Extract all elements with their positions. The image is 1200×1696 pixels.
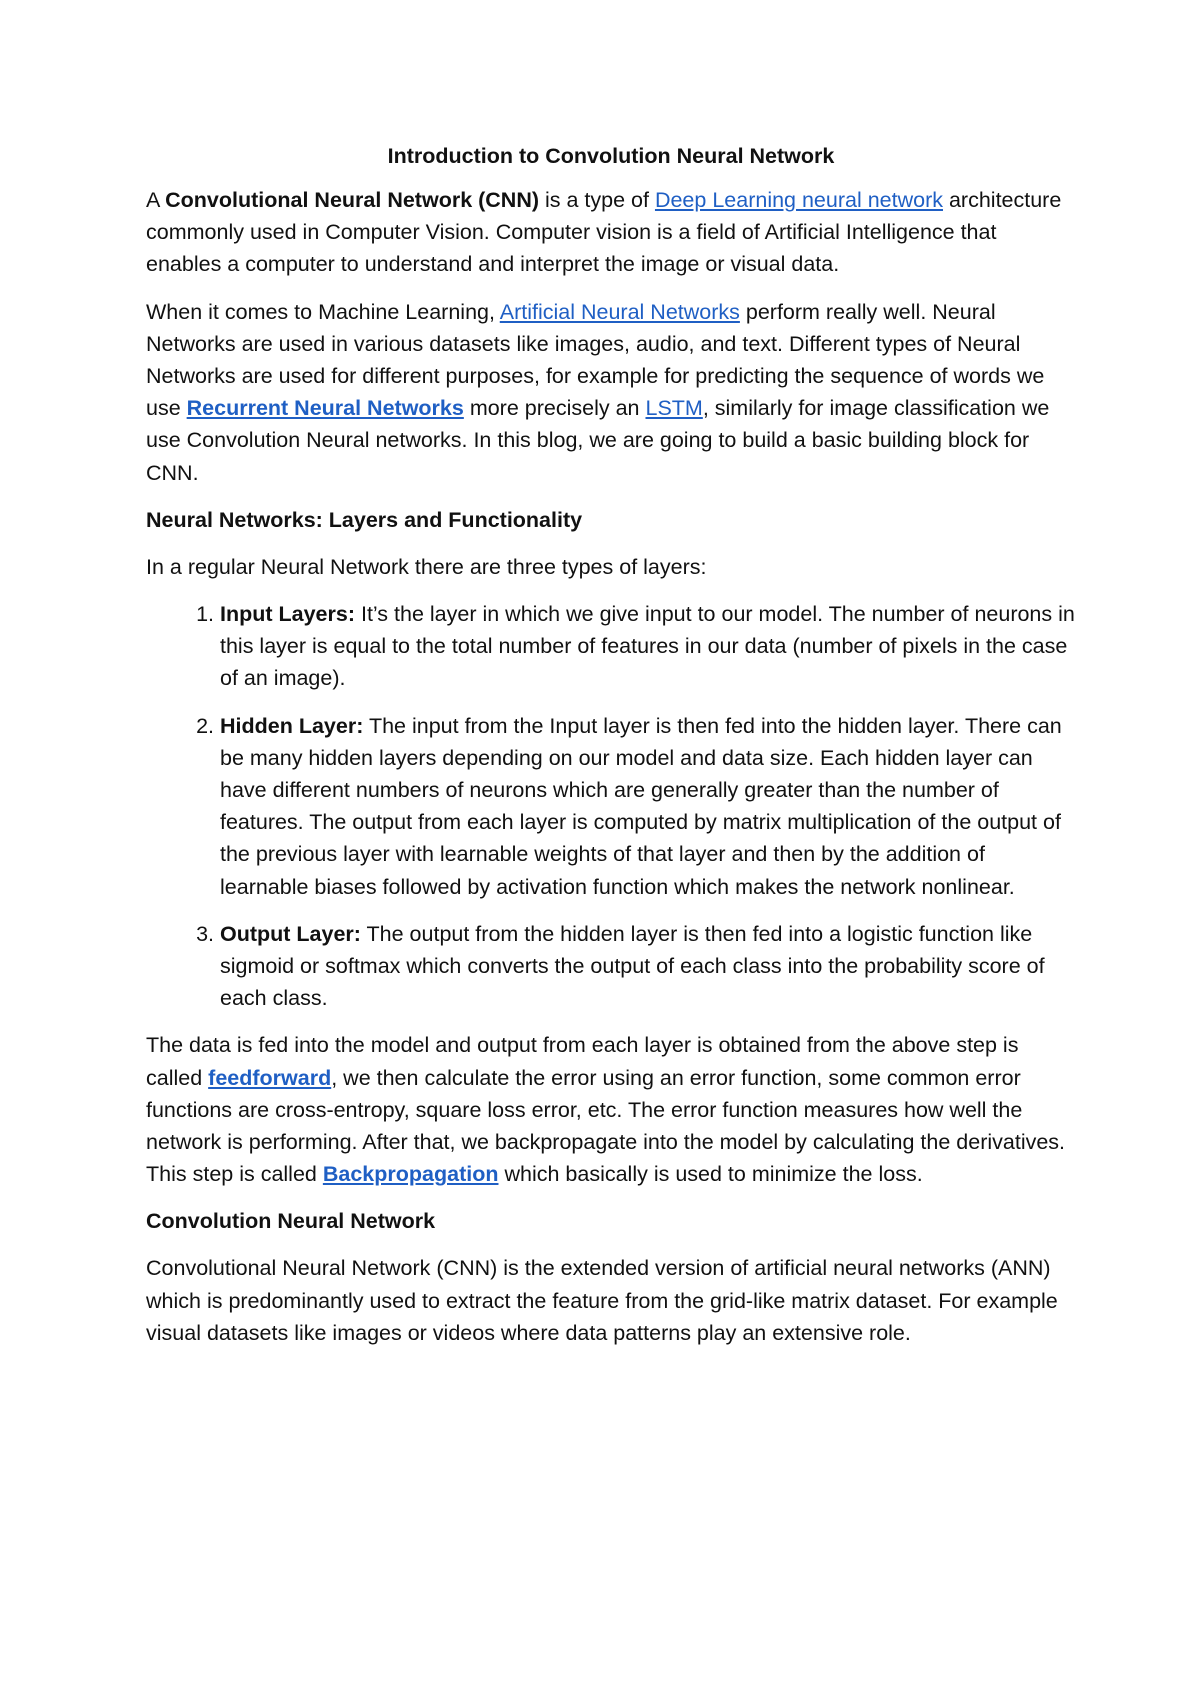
intro-text-3: architecture commonly used in Computer Vision. Computer vision is a field of Artificial Intelligence that enables a computer to understand and interpret the image or visual data. [146, 188, 1062, 277]
ml-text-1: When it comes to Machine Learning, [146, 299, 500, 324]
intro-text-1: A [146, 188, 166, 212]
lstm-link[interactable]: LSTM [645, 396, 703, 421]
ml-text-3: more precisely an [463, 396, 646, 421]
intro-paragraph [146, 184, 1076, 281]
list-item-input-layers [220, 598, 1076, 695]
ann-link[interactable]: Artificial Neural Networks [499, 299, 740, 324]
ff-text-3: which basically is used to minimize the loss. [498, 1162, 923, 1187]
list-item-output-layer [220, 918, 1076, 1015]
output-layer-label: Output Layer: [220, 921, 361, 946]
backpropagation-link[interactable]: Backpropagation [322, 1162, 499, 1187]
ff-text-2: , we then calculate the error using an error function, some common error functions are cross-entropy, square loss error, etc. The error function measures how well the network is performing. After that, we backpropagate into the model by calculating the derivatives. This step is called [146, 1065, 1066, 1187]
output-layer-text: The output from the hidden layer is then fed into a logistic function like sigmoid or softmax which converts the output of each class into the probability score of each class. [220, 921, 1045, 1011]
feedforward-link[interactable]: feedforward [208, 1065, 332, 1090]
intro-text-2: is a type of [539, 188, 655, 212]
hidden-layer-label: Hidden Layer: [220, 713, 364, 738]
feedforward-paragraph [146, 1029, 1076, 1190]
rnn-link[interactable]: Recurrent Neural Networks [186, 396, 464, 421]
ml-text-4: , similarly for image classification we use Convolution Neural networks. In this blog, we are going to build a basic building block for CNN. [146, 396, 1050, 485]
ml-paragraph [146, 296, 1076, 489]
input-layers-label: Input Layers: [220, 602, 355, 627]
cnn-heading: Convolution Neural Network [146, 1209, 436, 1234]
ff-text-1: The data is fed into the model and output from each layer is obtained from the above step is called [146, 1033, 1019, 1090]
cnn-paragraph: Convolutional Neural Network (CNN) is the extended version of artificial neural networks (ANN) which is predominantly used to extract the feature from the grid-like matrix dataset. For example visual datasets like images or videos where data patterns play an extensive role. [146, 1256, 1058, 1345]
ml-text-2: perform really well. Neural Networks are used in various datasets like images, audio, and text. Different types of Neural Networks are used for different purposes, for example for predicting the sequence of words we use [146, 299, 1045, 421]
list-item-hidden-layer [220, 710, 1076, 903]
cnn-term: Convolutional Neural Network (CNN) [165, 188, 540, 212]
document-title: Introduction to Convolution Neural Network [387, 144, 835, 168]
document-page [146, 140, 1076, 1364]
deep-learning-link[interactable]: Deep Learning neural network [654, 188, 943, 212]
layers-list [146, 598, 1076, 1014]
hidden-layer-text: The input from the Input layer is then fed into the hidden layer. There can be many hidden layers depending on our model and data size. Each hidden layer can have different numbers of neurons which are generally greater than the number of features. The output from each layer is computed by matrix multiplication of the output of the previous layer with learnable weights of that layer and then by the addition of learnable biases followed by activation function which makes the network nonlinear. [220, 713, 1062, 899]
layers-heading: Neural Networks: Layers and Functionality [146, 507, 583, 532]
input-layers-text: It’s the layer in which we give input to our model. The number of neurons in this layer is equal to the total number of features in our data (number of pixels in the case of an image). [220, 602, 1075, 691]
layers-intro: In a regular Neural Network there are three types of layers: [146, 554, 707, 579]
